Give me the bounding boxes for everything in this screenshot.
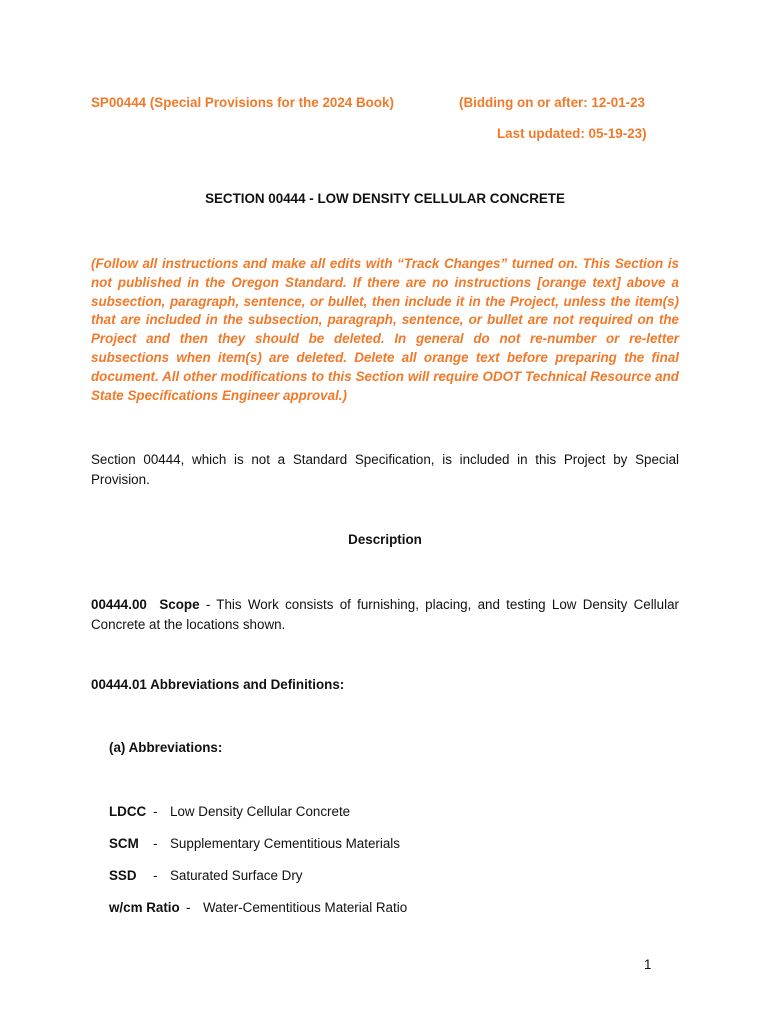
special-provision-label: SP00444 (Special Provisions for the 2024 Book) (91, 95, 394, 110)
description-heading: Description (348, 532, 422, 547)
scope-number: 00444.00 (91, 597, 147, 612)
abbreviation-dash: - (153, 868, 158, 883)
abbreviation-term: LDCC (109, 804, 147, 819)
abbreviation-dash: - (153, 804, 158, 819)
abbreviation-definition: Water-Cementitious Material Ratio (203, 900, 408, 915)
editing-instructions: (Follow all instructions and make all edits with “Track Changes” turned on. This Section is not published in the Oregon Standard. If there are no instructions [orange text] above a subsection, paragraph, sentence, or bullet, then include it in the Project, unless the item(s) that are included in the subsection, paragraph, sentence, or bullet are not required on the Project and then they should be deleted. In general do not re-number or re-letter subsections when item(s) are deleted. Delete all orange text before preparing the final document. All other modifications to this Section will require ODOT Technical Resource and State Specifications Engineer approval.) (91, 256, 679, 403)
section-title: SECTION 00444 - LOW DENSITY CELLULAR CONCRETE (205, 191, 565, 206)
abbreviation-dash: - (186, 900, 191, 915)
last-updated: Last updated: 05-19-23) (497, 126, 647, 141)
abbreviation-dash: - (153, 836, 158, 851)
abbreviations-subheading: (a) Abbreviations: (109, 740, 223, 755)
bidding-date: (Bidding on or after: 12-01-23 (459, 95, 646, 110)
abbreviations-heading: 00444.01 Abbreviations and Definitions: (91, 677, 345, 692)
scope-paragraph (91, 595, 679, 634)
abbreviation-term: SCM (109, 836, 139, 851)
abbreviation-definition: Low Density Cellular Concrete (170, 804, 351, 819)
abbreviation-row (109, 868, 302, 883)
intro-paragraph: Section 00444, which is not a Standard Specification, is included in this Project by Special Provision. (91, 452, 679, 487)
abbreviation-row (109, 836, 400, 851)
scope-title: Scope (159, 597, 200, 612)
abbreviation-term: w/cm Ratio (109, 900, 180, 915)
page-number: 1 (644, 957, 652, 972)
abbreviation-definition: Supplementary Cementitious Materials (170, 836, 400, 851)
scope-text: - This Work consists of furnishing, placing, and testing Low Density Cellular Concrete at the locations shown. (91, 597, 679, 632)
abbreviation-row (109, 900, 407, 915)
abbreviation-row (109, 804, 350, 819)
abbreviation-term: SSD (109, 868, 137, 883)
abbreviation-definition: Saturated Surface Dry (170, 868, 303, 883)
